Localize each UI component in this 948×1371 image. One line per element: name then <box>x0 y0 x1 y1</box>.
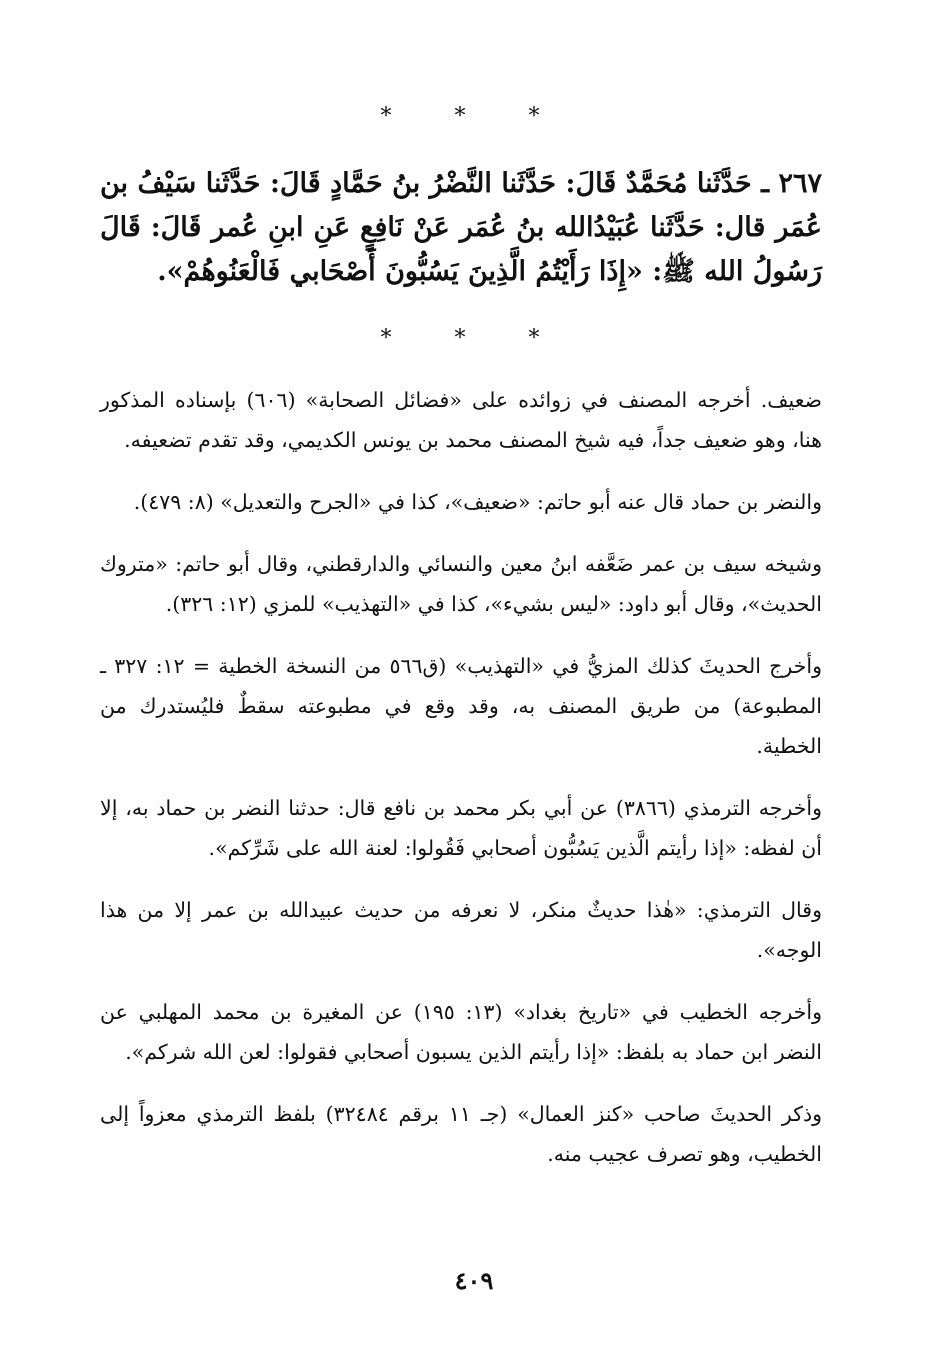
note-paragraph: وذكر الحديثَ صاحب «كنز العمال» (جـ ١١ برقم ٣٢٤٨٤) بلفظ الترمذي معزواً إلى الخطيب، وهو تصرف عجيب منه. <box>100 1102 822 1166</box>
note-paragraph: والنضر بن حماد قال عنه أبو حاتم: «ضعيف»، كذا في «الجرح والتعديل» (٨: ٤٧٩). <box>133 490 822 514</box>
note-paragraph: وأخرج الحديثَ كذلك المزيُّ في «التهذيب» (ق٥٦٦ من النسخة الخطية = ١٢: ٣٢٧ ـ المطبوعة) من طريق المصنف به، وقد وقع في مطبوعته سقطٌ فليُستدرك من الخطية. <box>100 654 822 758</box>
separator-top: * * * <box>380 104 568 129</box>
hadith-text: ٢٦٧ ـ حَدَّثَنا مُحَمَّدٌ قَالَ: حَدَّثَنا النَّضْرُ بنُ حَمَّادٍ قَالَ: حَدَّثَنا سَيْفُ بن عُمَر قال: حَدَّثَنا عُبَيْدُالله بنُ عُمَر عَنْ نَافِعٍ عَنِ ابنِ عُمر قَالَ: قَالَ رَسُولُ الله ﷺ: «إِذَا رَأَيْتُمُ الَّذِينَ يَسُبُّونَ أَصْحَابي فَالْعَنُوهُمْ». <box>100 168 822 287</box>
note-paragraph: وقال الترمذي: «هٰذا حديثٌ منكر، لا نعرفه من حديث عبيدالله بن عمر إلا من هذا الوجه». <box>100 898 822 962</box>
commentary <box>100 380 822 1196</box>
note-paragraph: ضعيف. أخرجه المصنف في زوائده على «فضائل الصحابة» (٦٠٦) بإسناده المذكور هنا، وهو ضعيف جداً، فيه شيخ المصنف محمد بن يونس الكديمي، وقد تقدم تضعيفه. <box>100 388 822 452</box>
separator-middle: * * * <box>380 326 568 351</box>
page-number: ٤٠٩ <box>454 1266 494 1295</box>
note-paragraph: وأخرجه الترمذي (٣٨٦٦) عن أبي بكر محمد بن نافع قال: حدثنا النضر بن حماد به، إلا أن لفظه: «إذا رأيتم الَّذين يَسُبُّون أصحابي فَقُولوا: لعنة الله على شَرِّكم». <box>100 796 823 860</box>
note-paragraph: وأخرجه الخطيب في «تاريخ بغداد» (١٣: ١٩٥) عن المغيرة بن محمد المهلبي عن النضر ابن حماد به بلفظ: «إذا رأيتم الذين يسبون أصحابي فقولوا: لعن الله شركم». <box>100 1000 822 1064</box>
note-paragraph: وشيخه سيف بن عمر ضَعَّفه ابنُ معين والنسائي والدارقطني، وقال أبو حاتم: «متروك الحديث»، وقال أبو داود: «ليس بشيء»، كذا في «التهذيب» للمزي (١٢: ٣٢٦). <box>100 552 822 616</box>
